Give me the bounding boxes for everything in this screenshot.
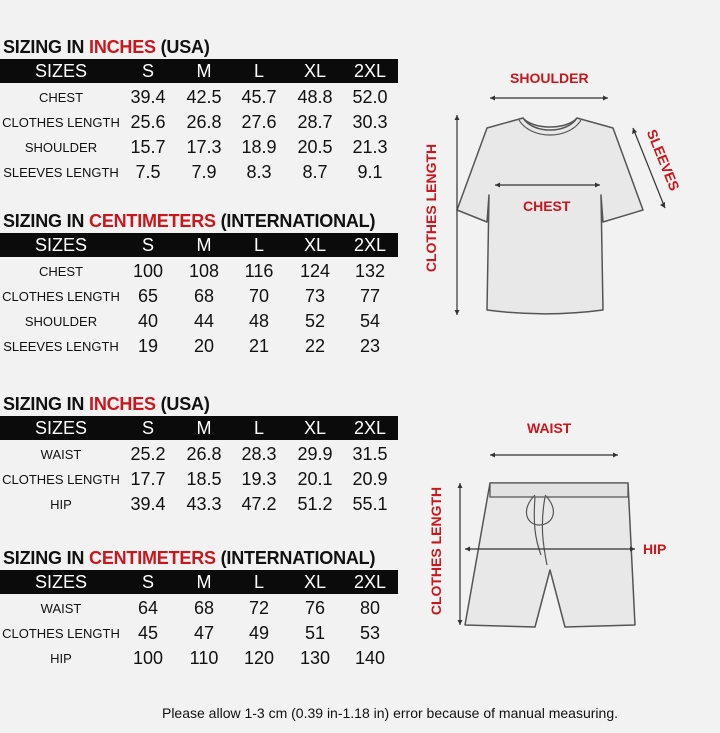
table-row [0,334,398,359]
row-value: 80 [359,598,381,618]
row-value: 120 [243,648,275,668]
row-value: 132 [354,261,386,281]
row-value: 31.5 [352,444,388,464]
row-label: CLOTHES LENGTH [2,472,120,487]
hip-label: HIP [643,541,667,557]
row-value: 54 [359,311,381,331]
row-value: 20 [193,336,215,356]
row-value: 77 [359,286,381,306]
row-label: HIP [50,497,72,512]
row-value: 30.3 [352,112,388,132]
row-value: 53 [359,623,381,643]
row-value: 49 [248,623,270,643]
table-row [0,442,398,467]
row-value: 8.3 [246,162,272,182]
row-value: 70 [248,286,270,306]
shorts-diagram [415,415,715,635]
row-label: SHOULDER [24,140,98,155]
header-cell: XL [303,572,327,592]
row-value: 55.1 [352,494,388,514]
row-label: WAIST [40,601,82,616]
row-value: 22 [304,336,326,356]
row-value: 8.7 [302,162,328,182]
row-label: CLOTHES LENGTH [2,626,120,641]
row-value: 45.7 [241,87,277,107]
row-value: 20.1 [297,469,333,489]
table-header [0,416,398,440]
size-table-inches-tops [0,37,400,187]
row-value: 26.8 [186,112,222,132]
table-header [0,233,398,257]
row-value: 17.7 [130,469,166,489]
row-value: 39.4 [130,87,166,107]
table-row [0,135,398,160]
row-value: 19.3 [241,469,277,489]
table-row [0,284,398,309]
size-table-centimeters-shorts [0,548,400,673]
header-cell: M [196,572,212,592]
row-value: 18.9 [241,137,277,157]
table-row [0,160,398,185]
header-cell: 2XL [353,61,387,81]
header-cell: SIZES [34,572,87,592]
row-value: 68 [193,598,215,618]
header-cell: S [141,572,154,592]
header-cell: L [253,418,264,438]
row-value: 18.5 [186,469,222,489]
row-value: 21 [248,336,270,356]
row-value: 52 [304,311,326,331]
row-value: 28.7 [297,112,333,132]
sleeves-label: SLEEVES [643,127,683,193]
row-value: 23 [359,336,381,356]
header-cell: L [253,61,264,81]
row-label: CHEST [38,264,84,279]
row-value: 116 [244,261,274,281]
row-value: 51.2 [297,494,333,514]
header-cell: M [196,235,212,255]
size-table-inches-shorts [0,394,400,519]
row-value: 100 [132,261,164,281]
row-value: 73 [304,286,326,306]
row-value: 29.9 [297,444,333,464]
table-title: SIZING IN CENTIMETERS (INTERNATIONAL) [3,211,376,231]
row-value: 40 [137,311,159,331]
header-cell: M [196,61,212,81]
row-value: 27.6 [241,112,277,132]
table-row [0,85,398,110]
clothes-length-label: CLOTHES LENGTH [428,486,445,616]
row-value: 42.5 [186,87,222,107]
row-value: 65 [137,286,159,306]
row-label: WAIST [40,447,82,462]
header-cell: M [196,418,212,438]
table-row [0,621,398,646]
chest-label: CHEST [523,198,571,214]
row-value: 45 [137,623,159,643]
clothes-length-label: CLOTHES LENGTH [423,143,440,273]
row-value: 140 [354,648,386,668]
header-cell: SIZES [34,235,87,255]
header-cell: L [253,572,264,592]
row-value: 39.4 [130,494,166,514]
row-value: 47 [193,623,215,643]
table-title: SIZING IN CENTIMETERS (INTERNATIONAL) [3,548,376,568]
tshirt-diagram [415,60,715,330]
row-value: 7.9 [191,162,217,182]
row-value: 64 [137,598,159,618]
row-value: 48.8 [297,87,333,107]
header-cell: S [141,235,154,255]
row-value: 76 [304,598,326,618]
row-value: 68 [193,286,215,306]
row-label: CHEST [38,90,84,105]
row-value: 44 [193,311,215,331]
shoulder-label: SHOULDER [510,70,589,86]
row-value: 9.1 [357,162,383,182]
row-value: 28.3 [241,444,277,464]
row-label: SHOULDER [24,314,98,329]
header-cell: XL [303,61,327,81]
table-row [0,596,398,621]
row-value: 26.8 [186,444,222,464]
waist-label: WAIST [527,420,572,436]
table-row [0,467,398,492]
row-label: CLOTHES LENGTH [2,115,120,130]
header-cell: 2XL [353,418,387,438]
header-cell: SIZES [34,418,87,438]
row-label: HIP [50,651,72,666]
row-value: 25.6 [130,112,166,132]
table-row [0,646,398,671]
table-row [0,259,398,284]
header-cell: XL [303,418,327,438]
header-cell: 2XL [353,235,387,255]
row-value: 130 [299,648,331,668]
row-value: 52.0 [352,87,388,107]
row-label: SLEEVES LENGTH [3,339,119,354]
row-value: 51 [304,623,326,643]
row-value: 124 [299,261,331,281]
row-value: 17.3 [186,137,222,157]
table-row [0,492,398,517]
header-cell: S [141,61,154,81]
table-title: SIZING IN INCHES (USA) [3,394,210,414]
header-cell: XL [303,235,327,255]
row-value: 21.3 [352,137,388,157]
row-label: CLOTHES LENGTH [2,289,120,304]
row-value: 72 [248,598,270,618]
row-value: 108 [188,261,220,281]
row-value: 48 [248,311,270,331]
row-value: 47.2 [241,494,277,514]
table-title: SIZING IN INCHES (USA) [3,37,210,57]
table-header [0,570,398,594]
row-value: 110 [189,648,219,668]
row-value: 15.7 [130,137,166,157]
row-value: 25.2 [130,444,166,464]
header-cell: SIZES [34,61,87,81]
header-cell: S [141,418,154,438]
tshirt-outline [415,60,715,330]
row-value: 100 [132,648,164,668]
table-row [0,110,398,135]
header-cell: L [253,235,264,255]
table-row [0,309,398,334]
size-table-centimeters-tops [0,211,400,361]
row-value: 20.5 [297,137,333,157]
row-value: 19 [137,336,159,356]
shorts-outline [415,415,715,635]
measurement-note: Please allow 1-3 cm (0.39 in-1.18 in) error because of manual measuring. [161,705,618,721]
header-cell: 2XL [353,572,387,592]
row-value: 20.9 [352,469,388,489]
row-value: 43.3 [186,494,222,514]
row-label: SLEEVES LENGTH [3,165,119,180]
table-header [0,59,398,83]
row-value: 7.5 [135,162,161,182]
